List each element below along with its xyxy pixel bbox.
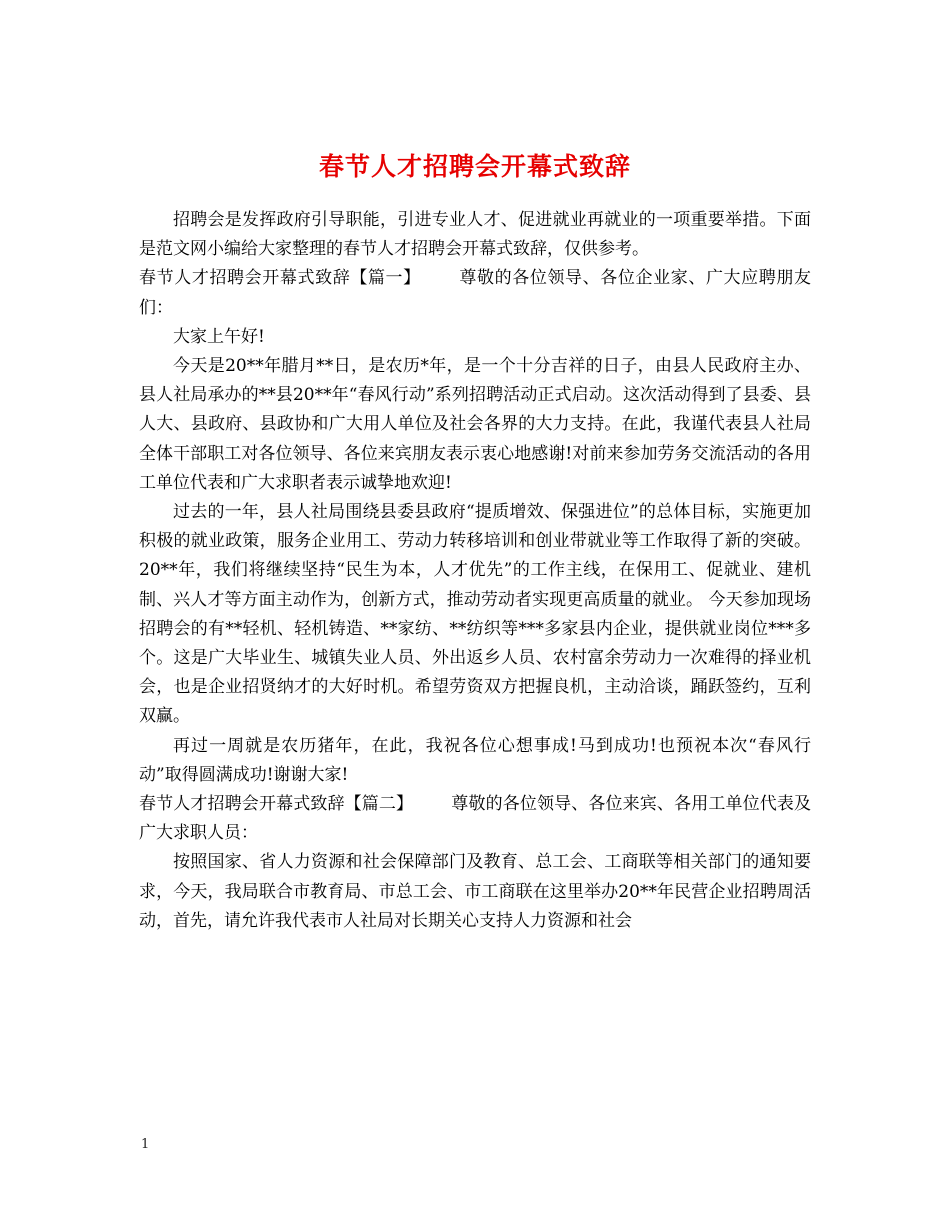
- document-title: 春节人才招聘会开幕式致辞: [318, 151, 631, 181]
- body-paragraph: 按照国家、省人力资源和社会保障部门及教育、总工会、工商联等相关部门的通知要求，今天，我局联合市教育局、市总工会、市工商联在这里举办20**年民营企业招聘周活动，首先，请允许我代表市人社局对长期关心支持人力资源和社会: [139, 852, 811, 931]
- section-one-salutation: 尊敬的各位领导、各位企业家、广大应聘朋友们：: [139, 268, 812, 318]
- greeting-paragraph: 大家上午好!: [173, 326, 265, 347]
- intro-paragraph: 招聘会是发挥政府引导职能，引进专业人才、促进就业再就业的一项重要举措。下面是范文网小编给大家整理的春节人才招聘会开幕式致辞，仅供参考。: [139, 210, 811, 260]
- closing-paragraph: 再过一周就是农历猪年，在此，我祝各位心想事成!马到成功!也预祝本次“春风行动”取得圆满成功!谢谢大家!: [139, 735, 811, 785]
- section-one-opening: [139, 264, 811, 322]
- section-one-heading: 春节人才招聘会开幕式致辞【篇一】: [139, 268, 421, 289]
- section-two-opening: [139, 790, 811, 848]
- section-two-salutation: 尊敬的各位领导、各位来宾、各用工单位代表及广大求职人员：: [139, 794, 812, 844]
- body-paragraph: 今天是20**年腊月**日，是农历*年，是一个十分吉祥的日子，由县人民政府主办、县人社局承办的**县20**年“春风行动”系列招聘活动正式启动。这次活动得到了县委、县人大、县政府、县政协和广大用人单位及社会各界的大力支持。在此，我谨代表县人社局全体干部职工对各位领导、各位来宾朋友表示衷心地感谢!对前来参加劳务交流活动的各用工单位代表和广大求职者表示诚挚地欢迎!: [139, 356, 811, 493]
- document-body: [139, 206, 811, 936]
- section-two-heading: 春节人才招聘会开幕式致辞【篇二】: [139, 794, 414, 815]
- body-paragraph: 过去的一年，县人社局围绕县委县政府“提质增效、保强进位”的总体目标，实施更加积极的就业政策，服务企业用工、劳动力转移培训和创业带就业等工作取得了新的突破。20**年，我们将继续坚持“民生为本，人才优先”的工作主线，在保用工、促就业、建机制、兴人才等方面主动作为，创新方式，推动劳动者实现更高质量的就业。 今天参加现场招聘会的有**轻机、轻机铸造、**家纺、**纺织等***多家县内企业，提供就业岗位***多个。这是广大毕业生、城镇失业人员、外出返乡人员、农村富余劳动力一次难得的择业机会，也是企业招贤纳才的大好时机。希望劳资双方把握良机，主动洽谈，踊跃签约，互利双赢。: [139, 502, 811, 727]
- page-number: 1: [141, 1137, 150, 1152]
